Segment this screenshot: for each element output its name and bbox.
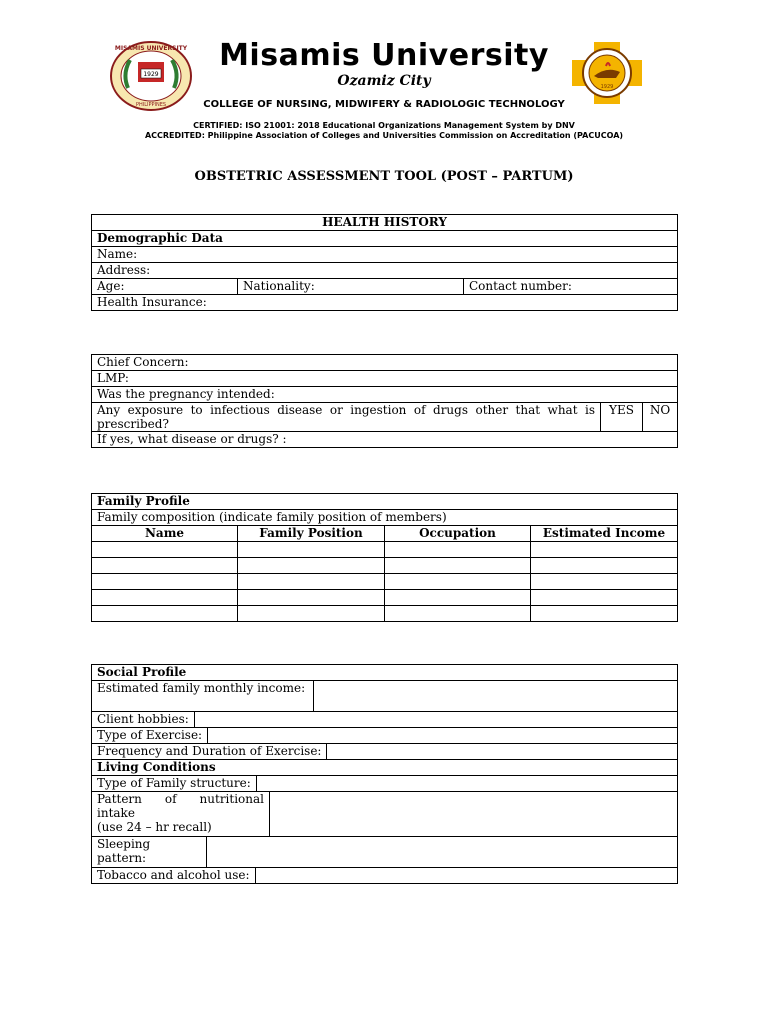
chief-concern-table: [91, 354, 678, 448]
health-history-table: [91, 214, 678, 311]
table-row: [92, 558, 678, 574]
exercise-type-label: Type of Exercise:: [92, 728, 208, 743]
contact-number-field[interactable]: Contact number:: [464, 279, 678, 295]
certified-label: CERTIFIED:: [193, 121, 243, 130]
table-cell[interactable]: [531, 558, 678, 574]
health-history-title: HEALTH HISTORY: [92, 215, 678, 231]
table-cell[interactable]: [531, 574, 678, 590]
accredited-text: Philippine Association of Colleges and Universities Commission on Accreditation (PACUCOA): [204, 131, 624, 140]
nutrition-field[interactable]: [270, 792, 677, 836]
column-header: Name: [92, 526, 238, 542]
tobacco-field[interactable]: [256, 868, 677, 883]
exercise-frequency-row: [92, 744, 678, 760]
monthly-income-field[interactable]: [314, 681, 677, 711]
family-structure-label: Type of Family structure:: [92, 776, 257, 791]
exercise-frequency-field[interactable]: [327, 744, 677, 759]
family-structure-field[interactable]: [257, 776, 677, 791]
table-cell[interactable]: [531, 590, 678, 606]
document-title: OBSTETRIC ASSESSMENT TOOL (POST – PARTUM): [194, 169, 574, 184]
tobacco-label: Tobacco and alcohol use:: [92, 868, 256, 883]
table-cell[interactable]: [238, 590, 385, 606]
pregnancy-intended-field[interactable]: Was the pregnancy intended:: [92, 387, 678, 403]
sleeping-label-line: Sleeping: [97, 837, 151, 851]
living-conditions-heading: Living Conditions: [92, 760, 678, 776]
social-profile-table: [91, 664, 678, 884]
nutrition-label-line: Pattern of nutritional: [97, 792, 264, 806]
sleeping-label: [92, 837, 207, 867]
family-profile-table: [91, 493, 678, 622]
exposure-question: Any exposure to infectious disease or ingestion of drugs other that what is prescribed?: [92, 403, 601, 432]
monthly-income-row: [92, 681, 678, 712]
certified-text: ISO 21001: 2018 Educational Organizations Management System by DNV: [242, 121, 575, 130]
chief-concern-field[interactable]: Chief Concern:: [92, 355, 678, 371]
table-cell[interactable]: [531, 606, 678, 622]
nutrition-label-line: intake: [97, 806, 135, 820]
nutrition-label: [92, 792, 270, 836]
table-cell[interactable]: [92, 542, 238, 558]
table-row: [92, 542, 678, 558]
table-cell[interactable]: [92, 606, 238, 622]
age-field[interactable]: Age:: [92, 279, 238, 295]
family-composition-label: Family composition (indicate family position of members): [92, 510, 678, 526]
sleeping-row: [92, 837, 678, 868]
accredited-line: [0, 131, 768, 141]
table-cell[interactable]: [92, 574, 238, 590]
certified-line: [0, 121, 768, 131]
table-cell[interactable]: [385, 558, 531, 574]
nutrition-label-line: (use 24 – hr recall): [97, 820, 212, 834]
left-seal-year: 1929: [143, 71, 159, 78]
table-cell[interactable]: [92, 590, 238, 606]
column-header: Occupation: [385, 526, 531, 542]
hobbies-label: Client hobbies:: [92, 712, 195, 727]
sleeping-field[interactable]: [207, 837, 677, 867]
tobacco-row: [92, 868, 678, 884]
table-cell[interactable]: [531, 542, 678, 558]
table-cell[interactable]: [238, 574, 385, 590]
column-header: Family Position: [238, 526, 385, 542]
left-seal-country: PHILIPPINES: [135, 102, 167, 108]
left-seal-text: MISAMIS UNIVERSITY: [114, 45, 188, 52]
table-cell[interactable]: [385, 574, 531, 590]
certification-block: [0, 121, 768, 141]
table-cell[interactable]: [385, 542, 531, 558]
lmp-field[interactable]: LMP:: [92, 371, 678, 387]
exercise-type-field[interactable]: [208, 728, 677, 743]
demographic-data-heading: Demographic Data: [92, 231, 678, 247]
nutrition-row: [92, 792, 678, 837]
city-name: Ozamiz City: [337, 73, 431, 89]
table-row: [92, 606, 678, 622]
hobbies-row: [92, 712, 678, 728]
table-cell[interactable]: [92, 558, 238, 574]
family-structure-row: [92, 776, 678, 792]
accredited-label: ACCREDITED:: [144, 131, 205, 140]
monthly-income-label: Estimated family monthly income:: [92, 681, 314, 711]
yes-option[interactable]: YES: [601, 403, 643, 432]
college-name: COLLEGE OF NURSING, MIDWIFERY & RADIOLOGIC TECHNOLOGY: [203, 99, 565, 110]
nationality-field[interactable]: Nationality:: [238, 279, 464, 295]
address-field[interactable]: Address:: [92, 263, 678, 279]
disease-drugs-field[interactable]: If yes, what disease or drugs? :: [92, 432, 678, 448]
sleeping-label-line: pattern:: [97, 851, 147, 865]
hobbies-field[interactable]: [195, 712, 677, 727]
table-row: [92, 574, 678, 590]
family-profile-heading: Family Profile: [92, 494, 678, 510]
right-seal-year: 1929: [600, 84, 614, 90]
social-profile-heading: Social Profile: [92, 665, 678, 681]
exercise-type-row: [92, 728, 678, 744]
health-insurance-field[interactable]: Health Insurance:: [92, 295, 678, 311]
table-cell[interactable]: [238, 606, 385, 622]
column-header: Estimated Income: [531, 526, 678, 542]
table-cell[interactable]: [238, 558, 385, 574]
exercise-frequency-label: Frequency and Duration of Exercise:: [92, 744, 327, 759]
name-field[interactable]: Name:: [92, 247, 678, 263]
no-option[interactable]: NO: [643, 403, 678, 432]
table-cell[interactable]: [238, 542, 385, 558]
table-cell[interactable]: [385, 590, 531, 606]
table-row: [92, 590, 678, 606]
university-name: Misamis University: [219, 38, 549, 73]
table-cell[interactable]: [385, 606, 531, 622]
